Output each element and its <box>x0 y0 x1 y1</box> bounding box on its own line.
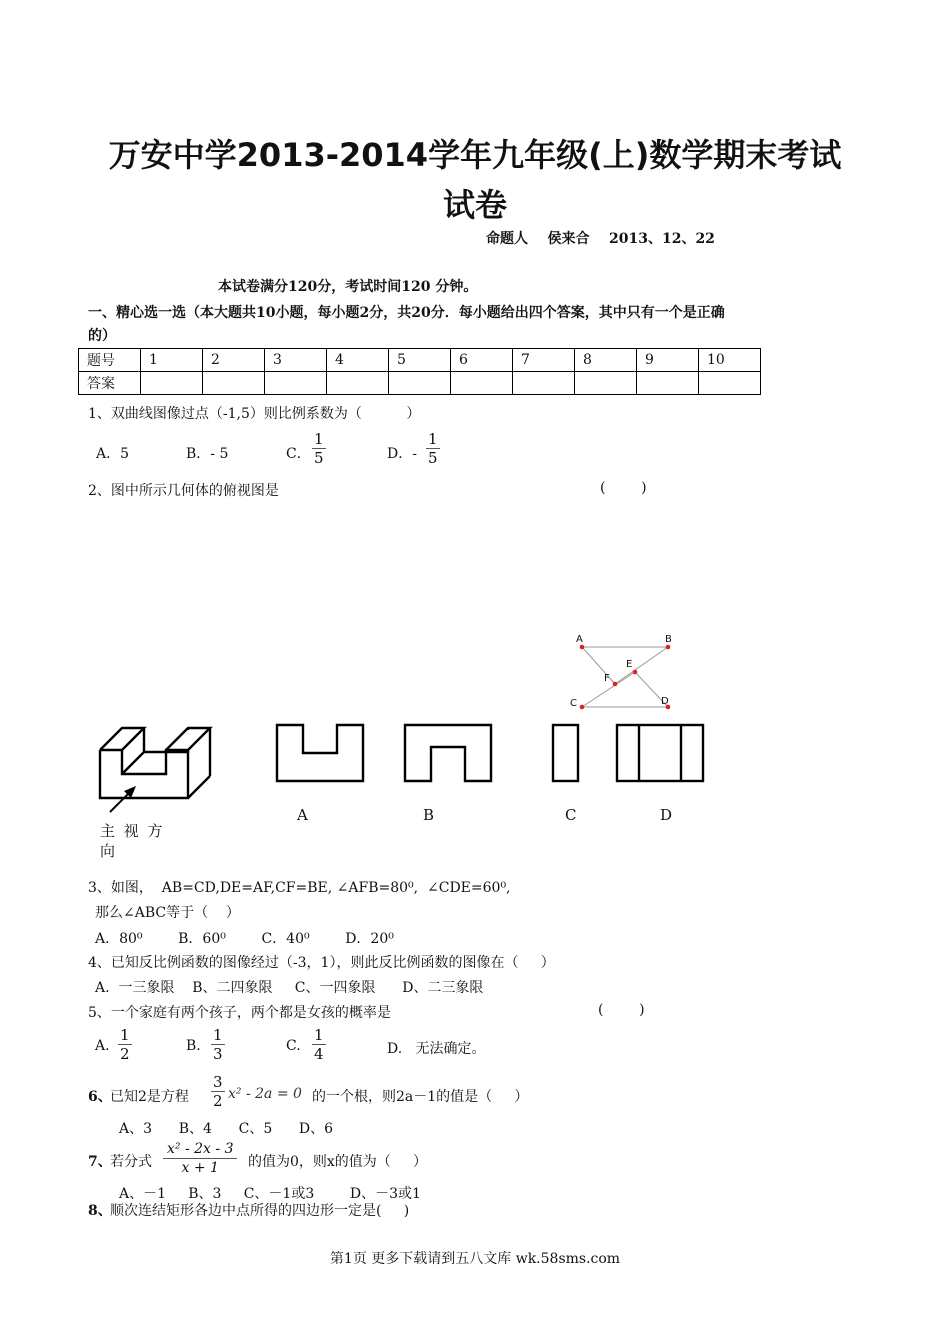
page-title-line1: 万安中学2013-2014学年九年级(上)数学期末考试 <box>108 136 842 174</box>
answer-table-row-numbers <box>79 349 761 372</box>
point-label-f: F <box>604 673 610 684</box>
table-cell: 10 <box>699 349 761 372</box>
answer-cell[interactable] <box>513 372 575 395</box>
q5-option-a-fraction <box>118 1026 132 1063</box>
q5-option-c-label: C. <box>286 1038 301 1054</box>
question-6-stem-b: 的一个根，则2a－1的值是（ ） <box>312 1089 529 1105</box>
answer-cell[interactable] <box>637 372 699 395</box>
q7-fraction <box>163 1140 237 1177</box>
question-4-options: A. 一三象限 B、二四象限 C、一四象限 D、二三象限 <box>95 980 484 996</box>
q2-option-d-shape <box>614 722 706 784</box>
question-8-stem: 顺次连结矩形各边中点所得的四边形一定是( ) <box>110 1203 410 1219</box>
fraction-denominator: 2 <box>120 1045 130 1063</box>
question-7-number: 7、 <box>88 1154 112 1170</box>
q5-option-b-fraction <box>211 1026 225 1063</box>
point-label-b: B <box>665 634 672 645</box>
question-3-stem-cont: 那么∠ABC等于（ ） <box>95 905 240 921</box>
fraction-denominator: 3 <box>213 1045 223 1063</box>
fraction-denominator: 4 <box>314 1045 324 1063</box>
fraction-denominator: 5 <box>428 449 438 467</box>
question-8-number: 8、 <box>88 1203 112 1219</box>
answer-cell[interactable] <box>575 372 637 395</box>
fraction-numerator: 1 <box>314 1026 324 1044</box>
page-footer: 第1页 更多下载请到五八文库 wk.58sms.com <box>329 1251 621 1267</box>
q5-option-b-label: B. <box>186 1038 201 1054</box>
question-2-paren: ( ) <box>600 480 647 496</box>
table-cell: 7 <box>513 349 575 372</box>
question-4-stem: 4、已知反比例函数的图像经过（-3，1），则此反比例函数的图像在（ ） <box>88 955 555 971</box>
q2-option-b-shape <box>402 722 494 784</box>
question-1-stem: 1、双曲线图像过点（-1,5）则比例系数为（ ） <box>88 406 421 422</box>
question-5-stem: 5、一个家庭有两个孩子，两个都是女孩的概率是 <box>88 1005 391 1021</box>
q1-option-d-fraction <box>426 430 440 467</box>
q1-option-c-label: C． <box>286 446 311 462</box>
fraction-numerator: 1 <box>213 1026 223 1044</box>
question-7-stem-b: 的值为0，则x的值为（ ） <box>248 1154 428 1170</box>
question-6-number: 6、 <box>88 1089 112 1105</box>
question-2-stem: 2、图中所示几何体的俯视图是 <box>88 483 279 499</box>
fraction-denominator: 2 <box>213 1092 223 1110</box>
table-header-cell: 题号 <box>79 349 141 372</box>
q6-fraction <box>211 1073 225 1110</box>
fraction-numerator: 1 <box>428 430 438 448</box>
question-5-paren: ( ) <box>598 1002 645 1018</box>
fraction-numerator: 3 <box>213 1073 223 1091</box>
answer-cell[interactable] <box>327 372 389 395</box>
q1-option-b: B．- 5 <box>186 446 229 462</box>
q3-geometry-figure <box>560 630 690 720</box>
q2-option-a-label: A <box>297 806 308 824</box>
fraction-numerator: x² - 2x - 3 <box>163 1140 237 1159</box>
table-cell: 3 <box>265 349 327 372</box>
question-3-stem: 3、如图， AB=CD,DE=AF,CF=BE, ∠AFB=80⁰, ∠CDE=60⁰, <box>88 880 511 896</box>
answer-table-row-answers <box>79 372 761 395</box>
author-line: 命题人 侯来合 2013、12、22 <box>486 231 715 247</box>
table-cell: 1 <box>141 349 203 372</box>
table-cell: 6 <box>451 349 513 372</box>
table-header-cell: 答案 <box>79 372 141 395</box>
point-label-e: E <box>626 659 633 670</box>
answer-table <box>78 348 761 395</box>
table-cell: 2 <box>203 349 265 372</box>
q1-option-a: A．5 <box>96 446 130 462</box>
fraction-denominator: 5 <box>314 449 324 467</box>
fraction-denominator: x + 1 <box>181 1160 219 1176</box>
answer-cell[interactable] <box>141 372 203 395</box>
answer-cell[interactable] <box>451 372 513 395</box>
q2-option-d-label: D <box>660 806 673 824</box>
question-6-options: A、3 B、4 C、5 D、6 <box>119 1121 334 1137</box>
exam-info: 本试卷满分120分，考试时间120 分钟。 <box>218 279 478 295</box>
q5-option-c-fraction <box>312 1026 326 1063</box>
table-cell: 8 <box>575 349 637 372</box>
section1-heading-cont: 的） <box>88 328 116 344</box>
fraction-numerator: 1 <box>120 1026 130 1044</box>
answer-cell[interactable] <box>265 372 327 395</box>
answer-cell[interactable] <box>389 372 451 395</box>
question-7-stem-a: 若分式 <box>110 1154 152 1170</box>
view-direction-label-cont: 向 <box>100 842 116 860</box>
answer-cell[interactable] <box>699 372 761 395</box>
point-label-c: C <box>570 698 577 709</box>
question-3-options: A．80⁰ B．60⁰ C．40⁰ D．20⁰ <box>95 931 394 947</box>
table-cell: 4 <box>327 349 389 372</box>
q5-option-a-label: A. <box>95 1038 110 1054</box>
answer-cell[interactable] <box>203 372 265 395</box>
view-direction-label: 主 视 方 <box>100 822 165 840</box>
page-title-line2: 试卷 <box>442 186 507 224</box>
table-cell: 5 <box>389 349 451 372</box>
section1-heading: 一、精心选一选（本大题共10小题，每小题2分，共20分．每小题给出四个答案，其中只有一个是正确 <box>88 305 725 321</box>
point-label-a: A <box>576 634 583 645</box>
view-direction-arrow-icon <box>106 782 140 816</box>
q1-option-d-label: D．- <box>387 446 417 462</box>
q5-option-d: D. 无法确定。 <box>387 1041 486 1057</box>
q2-option-c-shape <box>550 722 582 784</box>
q6-expression: x² - 2a = 0 <box>228 1086 302 1102</box>
question-7-options: A、－1 B、3 C、－1或3 D、－3或1 <box>119 1186 421 1202</box>
table-cell: 9 <box>637 349 699 372</box>
q1-option-c-fraction <box>312 430 326 467</box>
fraction-numerator: 1 <box>314 430 324 448</box>
q2-option-a-shape <box>274 722 366 784</box>
question-6-stem-a: 已知2是方程 <box>110 1089 189 1105</box>
q2-option-c-label: C <box>565 806 577 824</box>
point-label-d: D <box>661 696 669 707</box>
q2-option-b-label: B <box>423 806 435 824</box>
